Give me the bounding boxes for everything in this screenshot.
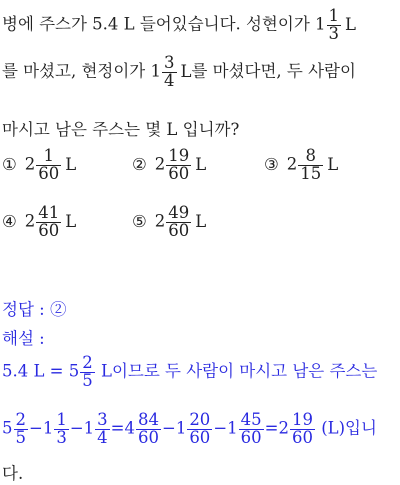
explanation-fraction — [80, 355, 95, 389]
whole-number: 1 — [315, 14, 326, 34]
question-text-2a: 를 마셨고, 현정이가 — [2, 61, 151, 81]
unit: L — [65, 211, 77, 231]
whole-number: 1 — [83, 418, 95, 438]
option-fraction — [166, 205, 191, 239]
option-number: ② — [132, 154, 147, 174]
whole-number: 2 — [278, 418, 289, 438]
whole-number: 1 — [175, 418, 187, 438]
fraction — [14, 412, 29, 446]
unit: L — [195, 211, 207, 231]
numerator: 2 — [15, 410, 26, 429]
equals-sign: = — [110, 418, 125, 438]
result-unit-text: (L)입니 — [315, 418, 377, 438]
question-text-1: 병에 주스가 5.4 L 들어있습니다. 성현이가 — [2, 14, 315, 34]
option-2[interactable] — [132, 148, 206, 182]
denominator: 60 — [38, 163, 60, 183]
numerator: 8 — [305, 146, 317, 165]
denominator: 4 — [97, 427, 108, 447]
unit: L — [180, 61, 192, 81]
question-line-3 — [2, 116, 239, 140]
fraction-1 — [327, 8, 342, 42]
unit: L — [65, 154, 77, 174]
fraction-2 — [162, 55, 177, 89]
option-number: ⑤ — [132, 211, 147, 231]
explanation-calculation — [2, 412, 377, 446]
numerator: 20 — [189, 410, 211, 429]
fraction — [187, 412, 212, 446]
unit: L — [327, 154, 339, 174]
question-text-3: 마시고 남은 주스는 몇 L 입니까? — [2, 120, 240, 139]
whole-number: 2 — [24, 154, 36, 174]
whole-number: 2 — [286, 154, 298, 174]
denominator: 60 — [38, 220, 60, 240]
explanation-text: 5.4 L = 5 — [2, 361, 80, 381]
numerator: 3 — [164, 53, 175, 72]
option-fraction — [166, 148, 191, 182]
option-number: ③ — [264, 154, 279, 174]
denominator: 60 — [189, 427, 211, 447]
numerator: 2 — [82, 353, 93, 372]
whole-number: 1 — [150, 61, 161, 81]
option-4[interactable] — [2, 205, 76, 239]
answer-label: 정답 : — [2, 300, 50, 319]
explanation-label: 해설 : — [2, 329, 45, 348]
numerator: 1 — [56, 410, 67, 429]
option-1[interactable] — [2, 148, 76, 182]
answer-value: ② — [49, 300, 67, 319]
fraction — [136, 412, 161, 446]
denominator: 60 — [168, 163, 190, 183]
option-fraction — [36, 148, 61, 182]
option-3[interactable] — [264, 148, 338, 182]
numerator: 19 — [168, 146, 190, 165]
question-text-2b: 를 마셨다면, 두 사람이 — [191, 61, 356, 81]
option-number: ① — [2, 154, 17, 174]
numerator: 41 — [38, 203, 60, 222]
numerator: 19 — [291, 410, 313, 429]
whole-number: 2 — [154, 154, 166, 174]
option-5[interactable] — [132, 205, 206, 239]
denominator: 60 — [168, 220, 190, 240]
explanation-line-3: 다. — [2, 464, 24, 483]
denominator: 5 — [15, 427, 26, 447]
minus-sign: − — [161, 418, 176, 438]
denominator: 60 — [240, 427, 262, 447]
option-fraction — [36, 205, 61, 239]
option-number: ④ — [2, 211, 17, 231]
unit: L — [195, 154, 207, 174]
numerator: 84 — [137, 410, 159, 429]
whole-number: 1 — [42, 418, 54, 438]
question-line-1 — [2, 8, 356, 42]
explanation-line-1 — [2, 355, 377, 389]
numerator: 1 — [328, 6, 339, 25]
denominator: 4 — [164, 70, 175, 90]
denominator: 60 — [291, 427, 313, 447]
fraction — [95, 412, 110, 446]
answer-line — [2, 296, 66, 320]
denominator: 3 — [56, 427, 67, 447]
numerator: 45 — [240, 410, 262, 429]
whole-number: 1 — [227, 418, 238, 438]
numerator: 49 — [168, 203, 190, 222]
minus-sign: − — [213, 418, 228, 438]
minus-sign: − — [29, 418, 43, 438]
numerator: 3 — [97, 410, 108, 429]
question-line-2 — [2, 55, 356, 89]
fraction — [239, 412, 264, 446]
whole-number: 2 — [154, 211, 166, 231]
denominator: 5 — [82, 370, 93, 390]
denominator: 15 — [300, 163, 322, 183]
numerator: 1 — [43, 146, 55, 165]
whole-number: 4 — [124, 418, 135, 438]
fraction — [54, 412, 69, 446]
explanation-text: L이므로 두 사람이 마시고 남은 주스는 — [95, 361, 378, 381]
equals-sign: = — [264, 418, 279, 438]
unit: L — [345, 14, 356, 34]
option-fraction — [298, 148, 323, 182]
fraction — [290, 412, 315, 446]
whole-number: 2 — [24, 211, 36, 231]
denominator: 60 — [137, 427, 159, 447]
whole-number: 5 — [2, 418, 13, 438]
minus-sign: − — [69, 418, 84, 438]
denominator: 3 — [328, 23, 339, 43]
